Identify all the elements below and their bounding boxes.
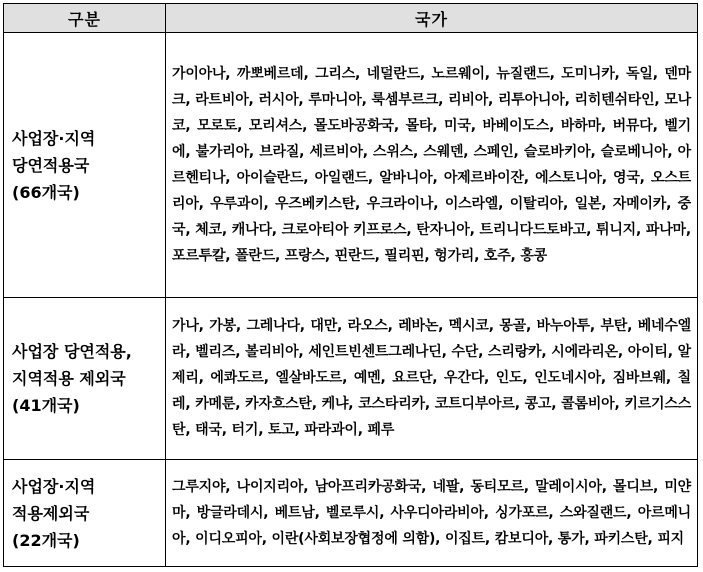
category-label-line: 사업장 당연적용, — [12, 342, 132, 361]
category-count: (41개국) — [12, 396, 80, 415]
category-count: (22개국) — [12, 530, 80, 550]
header-countries: 국가 — [166, 4, 698, 33]
category-label-line: 당연적용국 — [12, 155, 90, 175]
country-classification-table — [3, 3, 698, 567]
category-label-line: 사업장·지역 — [12, 476, 96, 496]
countries-cell: 그루지야, 나이지리아, 남아프리카공화국, 네팔, 동티모르, 말레이시아, 몰디브, 미얀마, 방글라데시, 베트남, 벨로루시, 사우디아라비아, 싱가포르, 스와질랜드, 아르메니아, 이디오피아, 이란(사회보장협정에 의함), 이집트, 캄보디아, 통가, 파키스탄, 피지 — [166, 460, 698, 567]
category-label-line: 사업장·지역 — [12, 128, 96, 148]
table-header — [4, 4, 698, 33]
countries-cell: 가나, 가봉, 그레나다, 대만, 라오스, 레바논, 멕시코, 몽골, 바누아투, 부탄, 베네수엘라, 벨리즈, 볼리비아, 세인트빈센트그레나딘, 수단, 스리랑카, 시에라리온, 아이티, 알제리, 에콰도르, 엘살바도르, 예멘, 요르단, 우간다, 인도, 인도네시아, 짐바브웨, 칠레, 카메룬, 카자흐스탄, 케냐, 코스타리카, 코트디부아르, 콩고, 콜롬비아, 키르기스스탄, 태국, 터기, 토고, 파라과이, 페루 — [166, 298, 698, 460]
table-row — [4, 460, 698, 567]
country-table-container — [3, 3, 697, 567]
header-category: 구분 — [4, 4, 166, 33]
category-cell — [4, 33, 166, 298]
header-row — [4, 4, 698, 33]
category-count: (66개국) — [12, 182, 80, 202]
countries-cell: 가이아나, 까뽀베르데, 그리스, 네덜란드, 노르웨이, 뉴질랜드, 도미니카, 독일, 덴마크, 라트비아, 러시아, 루마니아, 룩셈부르크, 리비아, 리투아니아, 리히텐쉬타인, 모나코, 모로토, 모리셔스, 몰도바공화국, 몰타, 미국, 바베이도스, 바하마, 버뮤다, 벨기에, 불가리아, 브라질, 세르비아, 스위스, 스웨덴, 스페인, 슬로바키아, 슬로베니아, 아르헨티나, 아이슬란드, 아일랜드, 알바니아, 아제르바이잔, 에스토니아, 영국, 오스트리아, 우루과이, 우즈베키스탄, 우크라이나, 이스라엘, 이탈리아, 일본, 자메이카, 중국, 체코, 캐나다, 크로아티아 키프로스, 탄자니아, 트리니다드토바고, 튀니지, 파나마, 포르투칼, 폴란드, 프랑스, 핀란드, 필리핀, 헝가리, 호주, 홍콩 — [166, 33, 698, 298]
category-cell — [4, 298, 166, 460]
table-row — [4, 298, 698, 460]
category-cell — [4, 460, 166, 567]
category-label-line: 적용제외국 — [12, 503, 90, 523]
category-label-line: 지역적용 제외국 — [12, 369, 126, 388]
table-row — [4, 33, 698, 298]
table-body — [4, 33, 698, 567]
